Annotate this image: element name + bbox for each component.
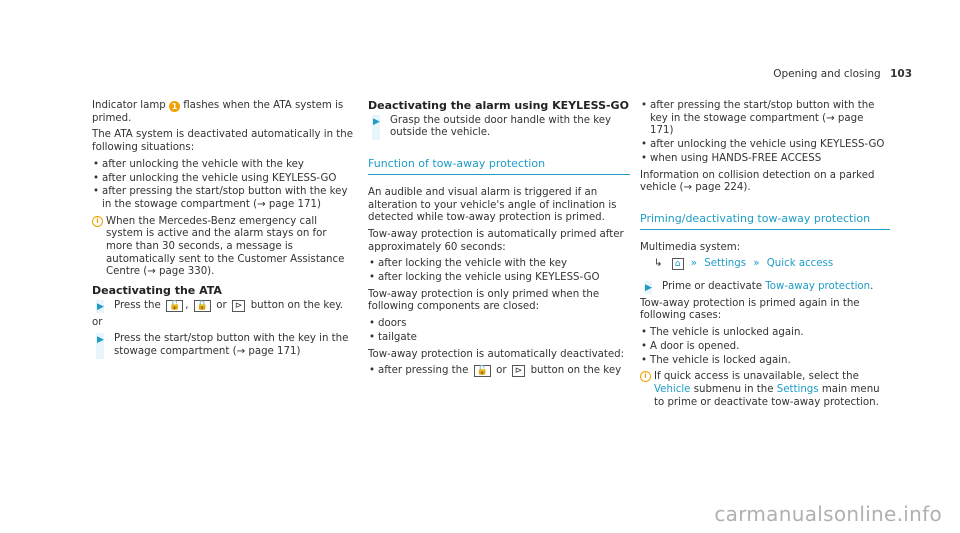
or-text: or [92, 316, 103, 328]
deactivation-intro: The ATA system is deactivated automatically in the following situations: [92, 129, 354, 154]
path-separator-icon: » [690, 258, 697, 270]
path-arrow-icon: ↳ [654, 258, 663, 270]
section-title: Opening and closing [773, 68, 881, 80]
column-2 [368, 100, 630, 382]
tow-paragraph-1: An audible and visual alarm is triggered if an alteration to your vehicle's angle of inclination is detected while tow-away protection is primed. [368, 186, 617, 224]
vehicle-submenu-link[interactable]: Vehicle [654, 383, 691, 395]
primed-again-paragraph: Tow-away protection is primed again in the following cases: [640, 297, 860, 322]
tow-prime-list [368, 258, 630, 284]
quick-access-note: i If quick access is unavailable, select the Vehicle submenu in the Settings main menu to prime or deactivate tow-away protection. [640, 371, 890, 409]
step-arrow-icon: ▶ [373, 116, 380, 127]
indicator-number-badge: 1 [169, 101, 180, 112]
unlock-key-icon: 🔓 [474, 365, 491, 377]
tailgate-key-icon: ⊳ [512, 365, 526, 377]
heading-tow-away-function: Function of tow-away protection [368, 158, 630, 175]
heading-priming-tow-away: Priming/deactivating tow-away protection [640, 213, 890, 230]
tailgate-key-icon: ⊳ [232, 300, 246, 312]
list-item: • after pressing the start/stop button with the key in the stowage compartment (→ page 171) [92, 186, 354, 211]
tow-deactivate-list-continued [640, 100, 890, 166]
heading-keyless-alarm: Deactivating the alarm using KEYLESS-GO [368, 99, 629, 112]
tow-components-list [368, 318, 630, 344]
info-icon: i [92, 216, 103, 227]
tow-away-protection-link[interactable]: Tow-away protection [765, 281, 871, 293]
list-item: • after unlocking the vehicle using KEYLESS-GO [640, 139, 890, 152]
info-icon: i [640, 371, 651, 382]
step-arrow-icon: ▶ [645, 283, 652, 294]
settings-menu-link[interactable]: Settings [776, 383, 819, 395]
page-header [773, 68, 912, 81]
heading-deactivating-ata: Deactivating the ATA [92, 284, 222, 298]
list-item: • after unlocking the vehicle using KEYLESS-GO [92, 173, 354, 186]
step-press-key: ▶ Press the 🔓 , 🔒 or ⊳ button on the key. [97, 299, 344, 312]
step-grasp-handle: ▶ Grasp the outside door handle with the key outside the vehicle. [373, 114, 612, 139]
menu-path [654, 258, 890, 271]
watermark: carmanualsonline.info [714, 502, 942, 527]
path-separator-icon: » [753, 258, 760, 270]
path-settings-link[interactable]: Settings [704, 258, 747, 270]
column-1 [92, 100, 354, 363]
list-item: • A door is opened. [640, 341, 890, 354]
tow-paragraph-4: Tow-away protection is automatically deactivated: [368, 348, 624, 360]
lock-key-icon: 🔒 [194, 300, 211, 312]
list-item: • The vehicle is locked again. [640, 355, 890, 368]
tow-deactivate-list [368, 365, 630, 378]
list-item: • doors [368, 318, 630, 331]
step-arrow-icon: ▶ [97, 301, 104, 312]
tow-paragraph-2: Tow-away protection is automatically primed after approximately 60 seconds: [368, 228, 624, 253]
multimedia-label: Multimedia system: [640, 241, 741, 253]
deactivation-list [92, 159, 354, 212]
home-icon[interactable]: ⌂ [672, 258, 684, 270]
step-prime-deactivate: ▶ Prime or deactivate Tow-away protection. [645, 281, 874, 294]
step-arrow-icon: ▶ [97, 335, 104, 346]
list-item: • The vehicle is unlocked again. [640, 327, 890, 340]
unlock-key-icon: 🔓 [166, 300, 183, 312]
list-item: • after locking the vehicle using KEYLESS-GO [368, 272, 630, 285]
indicator-paragraph: Indicator lamp 1 flashes when the ATA system is primed. [92, 100, 344, 124]
list-item: • after pressing the 🔓 or ⊳ button on the key [368, 365, 630, 378]
tow-paragraph-3: Tow-away protection is only primed when the following components are closed: [368, 288, 600, 313]
step-start-stop: ▶ Press the start/stop button with the key in the stowage compartment (→ page 171) [97, 333, 349, 357]
list-item: • tailgate [368, 332, 630, 345]
list-item: • after pressing the start/stop button with the key in the stowage compartment (→ page 171) [640, 100, 890, 138]
collision-info-paragraph: Information on collision detection on a parked vehicle (→ page 224). [640, 169, 875, 194]
page-number: 103 [890, 68, 912, 80]
column-3 [640, 100, 890, 413]
list-item: • after locking the vehicle with the key [368, 258, 630, 271]
path-quick-access-link[interactable]: Quick access [766, 258, 834, 270]
list-item: • after unlocking the vehicle with the key [92, 159, 354, 172]
emergency-call-note: i When the Mercedes-Benz emergency call system is active and the alarm stays on for more than 30 seconds, a message is automatically sent to the Customer Assistance Centre (→ page 330). [92, 216, 354, 280]
list-item: • when using HANDS-FREE ACCESS [640, 153, 890, 166]
primed-again-list [640, 327, 890, 367]
